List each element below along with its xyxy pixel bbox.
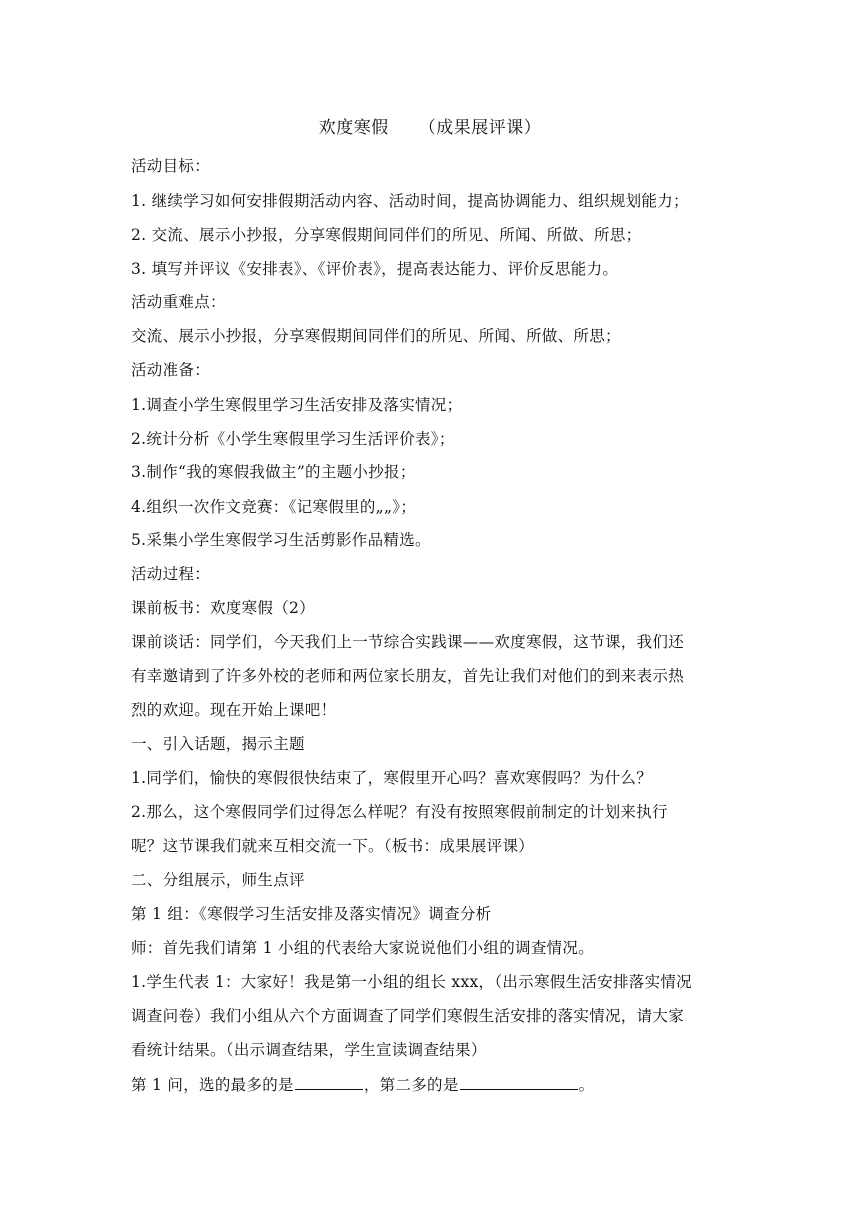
- section-two-heading: 二、分组展示，师生点评: [131, 871, 305, 889]
- board-writing: 课前板书：欢度寒假（2）: [131, 599, 315, 617]
- prep-item-3: 3.制作“我的寒假我做主”的主题小抄报；: [131, 463, 416, 481]
- heading-activity-goals: 活动目标：: [131, 157, 211, 175]
- goal-item-2: 2. 交流、展示小抄报，分享寒假期间同伴们的所见、所闻、所做、所思；: [131, 226, 642, 244]
- key-points-text: 交流、展示小抄报，分享寒假期间同伴们的所见、所闻、所做、所思；: [131, 327, 621, 345]
- section-one-heading: 一、引入话题，揭示主题: [131, 735, 305, 753]
- student-rep-line-3: 看统计结果。（出示调查结果，学生宣读调查结果）: [131, 1041, 487, 1059]
- student-rep-line-2: 调查问卷）我们小组从六个方面调查了同学们寒假生活安排的落实情况，请大家: [131, 1007, 685, 1025]
- group-1-title: 第 1 组：《寒假学习生活安排及落实情况》调查分析: [131, 905, 492, 923]
- title-subtitle: （成果展评课）: [418, 118, 542, 138]
- heading-preparation: 活动准备：: [131, 361, 211, 379]
- q1-end: 。: [578, 1076, 595, 1094]
- q1-prefix: 第 1 问，选的最多的是: [131, 1076, 294, 1094]
- pre-class-talk-line-3: 烈的欢迎。现在开始上课吧！: [131, 701, 337, 719]
- title-main: 欢度寒假: [318, 118, 389, 138]
- goal-item-1: 1. 继续学习如何安排假期活动内容、活动时间，提高协调能力、组织规划能力；: [131, 192, 689, 210]
- student-rep-line-1: 1.学生代表 1：大家好！我是第一小组的组长 xxx，（出示寒假生活安排落实情况: [131, 973, 692, 991]
- heading-process: 活动过程：: [131, 565, 211, 583]
- prep-item-4: 4.组织一次作文竞赛：《记寒假里的„„》；: [131, 498, 417, 516]
- q1-answer-blank-1[interactable]: [295, 1073, 363, 1090]
- q1-middle: ，第二多的是: [363, 1076, 459, 1094]
- document-title: [0, 117, 860, 139]
- section-one-item-2-line-1: 2.那么，这个寒假同学们过得怎么样呢？有没有按照寒假前制定的计划来执行: [131, 803, 668, 821]
- heading-key-points: 活动重难点：: [131, 293, 226, 311]
- section-one-item-2-line-2: 呢？这节课我们就来互相交流一下。（板书：成果展评课）: [131, 837, 535, 855]
- prep-item-5: 5.采集小学生寒假学习生活剪影作品精选。: [131, 531, 431, 549]
- prep-item-1: 1.调查小学生寒假里学习生活安排及落实情况；: [131, 396, 463, 414]
- prep-item-2: 2.统计分析《小学生寒假里学习生活评价表》；: [131, 430, 455, 448]
- section-one-item-1: 1.同学们，愉快的寒假很快结束了，寒假里开心吗？喜欢寒假吗？为什么？: [131, 769, 652, 787]
- question-1-line: [131, 1073, 741, 1096]
- pre-class-talk-line-1: 课前谈话：同学们，今天我们上一节综合实践课——欢度寒假，这节课，我们还: [131, 633, 685, 651]
- pre-class-talk-line-2: 有幸邀请到了许多外校的老师和两位家长朋友，首先让我们对他们的到来表示热: [131, 667, 685, 685]
- goal-item-3: 3. 填写并评议《安排表》、《评价表》，提高表达能力、评价反思能力。: [131, 260, 619, 278]
- teacher-line: 师：首先我们请第 1 小组的代表给大家说说他们小组的调查情况。: [131, 939, 595, 957]
- q1-answer-blank-2[interactable]: [460, 1073, 578, 1090]
